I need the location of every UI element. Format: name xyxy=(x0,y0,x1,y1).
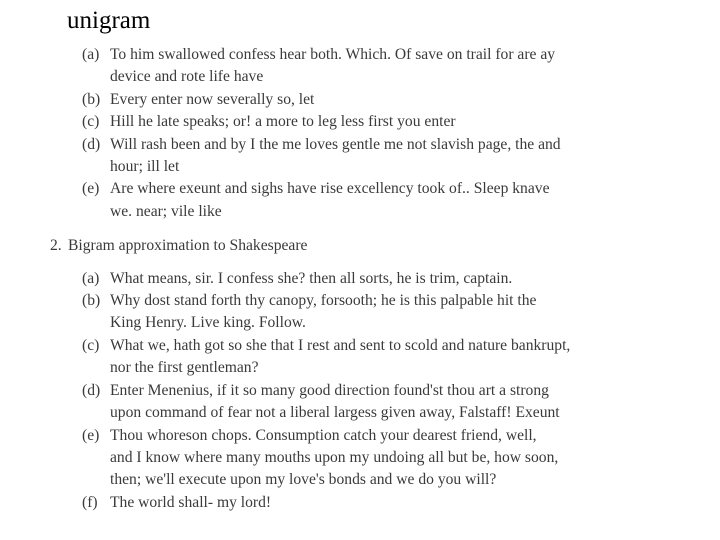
item-text-line: The world shall- my lord! xyxy=(110,493,272,511)
item-text-line: Are where exeunt and sighs have rise excellency took of.. Sleep knave xyxy=(110,180,550,198)
item-text-line: King Henry. Live king. Follow. xyxy=(110,314,306,332)
list-item xyxy=(50,268,620,290)
bigram-list xyxy=(50,268,620,514)
section-heading xyxy=(50,235,620,257)
item-text-line: and I know where many mouths upon my undoing all but be, how soon, xyxy=(110,448,559,466)
item-marker: (b) xyxy=(82,292,101,310)
item-text-line: To him swallowed confess hear both. Which. Of save on trail for are ay xyxy=(110,46,556,63)
item-text-line: What means, sir. I confess she? then all sorts, he is trim, captain. xyxy=(110,269,513,287)
item-text-line: device and rote life have xyxy=(110,68,264,86)
unigram-list xyxy=(50,44,620,223)
list-item xyxy=(50,335,620,380)
slide-title: unigram xyxy=(67,7,151,34)
item-text-line: we. near; vile like xyxy=(110,202,222,220)
item-marker: (e) xyxy=(82,426,100,444)
item-text-line: Thou whoreson chops. Consumption catch your dearest friend, well, xyxy=(110,426,537,444)
list-item xyxy=(50,178,620,223)
item-marker: (c) xyxy=(82,113,100,131)
list-item xyxy=(50,492,620,514)
item-text-line: Enter Menenius, if it so many good direction found'st thou art a strong xyxy=(110,381,549,399)
scanned-text-excerpt xyxy=(50,44,620,514)
item-text-line: upon command of fear not a liberal largess given away, Falstaff! Exeunt xyxy=(110,404,560,422)
item-text-line: What we, hath got so she that I rest and sent to scold and nature bankrupt, xyxy=(110,336,571,354)
item-text-line: hour; ill let xyxy=(110,158,180,176)
item-marker: (a) xyxy=(82,46,100,63)
section-heading-text: Bigram approximation to Shakespeare xyxy=(68,237,308,255)
item-text-line: then; we'll execute upon my love's bonds and we do you will? xyxy=(110,471,497,489)
list-item xyxy=(50,44,620,89)
section-number: 2. xyxy=(50,237,62,255)
item-marker: (e) xyxy=(82,180,100,198)
item-marker: (d) xyxy=(82,135,101,153)
list-item xyxy=(50,134,620,179)
item-marker: (b) xyxy=(82,90,101,108)
list-item xyxy=(50,111,620,133)
item-marker: (f) xyxy=(82,493,98,511)
item-text-line: Why dost stand forth thy canopy, forsooth; he is this palpable hit the xyxy=(110,292,537,310)
list-item xyxy=(50,290,620,335)
list-item xyxy=(50,89,620,111)
list-item xyxy=(50,425,620,492)
item-marker: (d) xyxy=(82,381,101,399)
item-text-line: Every enter now severally so, let xyxy=(110,90,315,108)
item-text-line: Hill he late speaks; or! a more to leg less first you enter xyxy=(110,113,456,131)
item-text-line: nor the first gentleman? xyxy=(110,359,259,377)
item-text-line: Will rash been and by I the me loves gentle me not slavish page, the and xyxy=(110,135,561,153)
item-marker: (c) xyxy=(82,336,100,354)
item-marker: (a) xyxy=(82,269,100,287)
list-item xyxy=(50,380,620,425)
